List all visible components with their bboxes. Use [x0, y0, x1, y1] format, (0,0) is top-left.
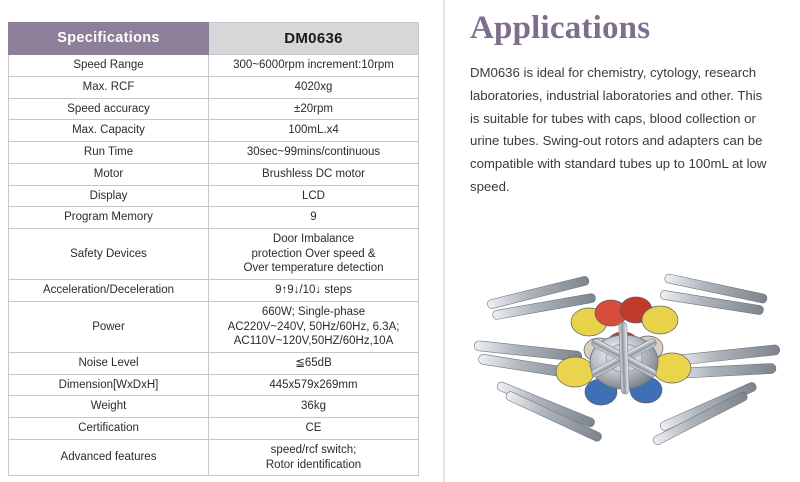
specifications-table [8, 22, 419, 476]
spec-value: CE [209, 418, 419, 440]
applications-title: Applications [470, 10, 651, 46]
spec-value-line: speed/rcf switch; [270, 443, 357, 456]
spec-label: Safety Devices [9, 228, 209, 279]
spec-value: 4020xg [209, 76, 419, 98]
vertical-divider [443, 0, 445, 482]
spec-value: 30sec~99mins/continuous [209, 142, 419, 164]
spec-value [209, 439, 419, 475]
table-row [9, 301, 419, 352]
spec-label: Noise Level [9, 352, 209, 374]
table-row [9, 352, 419, 374]
spec-value-line: AC110V~120V,50HZ/60Hz,10A [233, 335, 394, 348]
specifications-panel [8, 22, 418, 476]
table-row [9, 418, 419, 440]
spec-label: Weight [9, 396, 209, 418]
table-row [9, 280, 419, 302]
spec-value-line: 660W; Single-phase [261, 305, 366, 318]
spec-value-line: AC220V~240V, 50Hz/60Hz, 6.3A; [227, 320, 400, 333]
spec-value: 445x579x269mm [209, 374, 419, 396]
table-row [9, 120, 419, 142]
spec-label: Speed Range [9, 55, 209, 77]
product-image [468, 250, 788, 475]
table-row [9, 185, 419, 207]
table-body [9, 55, 419, 476]
table-header-row [9, 23, 419, 55]
spec-value-line: Rotor identification [265, 458, 362, 471]
spec-value [209, 301, 419, 352]
table-row [9, 439, 419, 475]
applications-panel [470, 10, 782, 199]
spec-label: Program Memory [9, 207, 209, 229]
table-row [9, 142, 419, 164]
header-model: DM0636 [209, 23, 419, 55]
spec-value: ±20rpm [209, 98, 419, 120]
spec-value-line: Door Imbalance [272, 232, 355, 245]
header-specifications: Specifications [9, 23, 209, 55]
table-row [9, 163, 419, 185]
table-row [9, 228, 419, 279]
spec-value: LCD [209, 185, 419, 207]
spec-value: 100mL.x4 [209, 120, 419, 142]
spec-value: 300~6000rpm increment:10rpm [209, 55, 419, 77]
spec-value: 36kg [209, 396, 419, 418]
spec-value: Brushless DC motor [209, 163, 419, 185]
spec-label: Run Time [9, 142, 209, 164]
spec-label: Max. Capacity [9, 120, 209, 142]
spec-value-line: protection Over speed & [251, 247, 376, 260]
spec-label: Certification [9, 418, 209, 440]
table-row [9, 374, 419, 396]
spec-label: Dimension[WxDxH] [9, 374, 209, 396]
spec-value-line: Over temperature detection [243, 262, 384, 275]
spec-label: Power [9, 301, 209, 352]
spec-value [209, 228, 419, 279]
spec-label: Speed accuracy [9, 98, 209, 120]
spec-value: ≦65dB [209, 352, 419, 374]
spec-value: 9↑9↓/10↓ steps [209, 280, 419, 302]
spec-value: 9 [209, 207, 419, 229]
applications-body: DM0636 is ideal for chemistry, cytology, research laboratories, industrial laboratories and other. This is suitable for tubes with caps, blood collection or urine tubes. Swing-out rotors and adapters can be compatible with standard tubes up to 100mL at low speed. [470, 65, 767, 194]
spec-label: Max. RCF [9, 76, 209, 98]
table-row [9, 396, 419, 418]
table-row [9, 207, 419, 229]
table-row [9, 98, 419, 120]
table-header [9, 23, 419, 55]
spec-label: Acceleration/Deceleration [9, 280, 209, 302]
table-row [9, 55, 419, 77]
spec-label: Display [9, 185, 209, 207]
spec-label: Motor [9, 163, 209, 185]
table-row [9, 76, 419, 98]
spec-label: Advanced features [9, 439, 209, 475]
